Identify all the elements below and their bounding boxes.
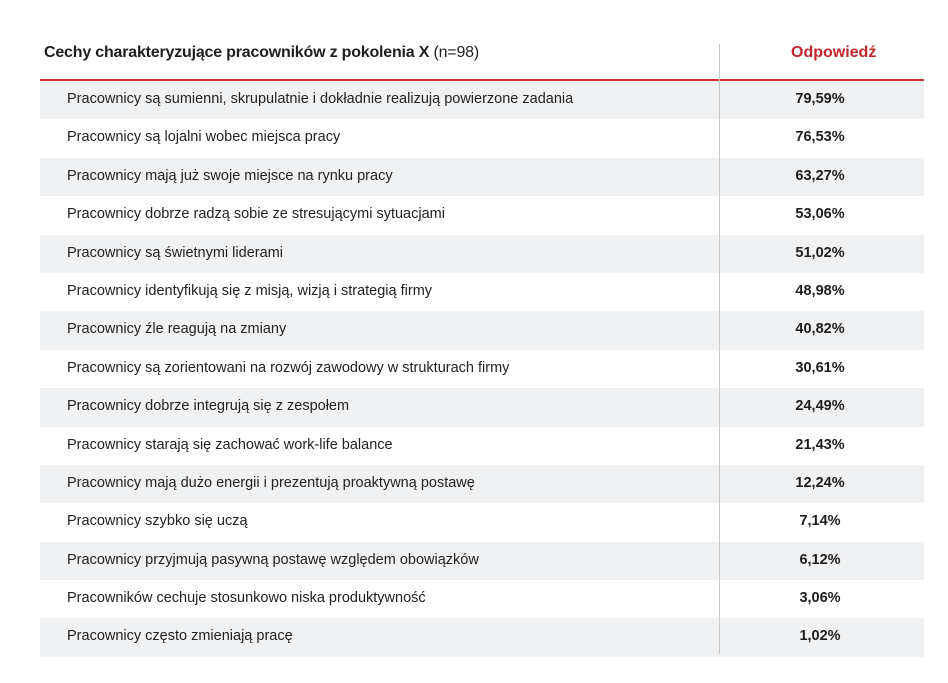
- row-value: 53,06%: [795, 206, 845, 223]
- row-label: Pracownicy szybko się uczą: [67, 513, 248, 530]
- row-value: 6,12%: [799, 551, 841, 568]
- row-label: Pracownicy źle reagują na zmiany: [67, 321, 287, 338]
- row-value: 21,43%: [795, 436, 845, 453]
- table-row: [40, 388, 924, 426]
- title-text: Cechy charakteryzujące pracowników z pokolenia X: [44, 44, 430, 61]
- row-value: 1,02%: [799, 628, 841, 645]
- row-value: 7,14%: [799, 513, 841, 530]
- table-row: [40, 119, 924, 157]
- row-value: 12,24%: [795, 474, 845, 491]
- row-label: Pracownicy dobrze radzą sobie ze stresującymi sytuacjami: [67, 206, 445, 223]
- row-value: 63,27%: [795, 167, 845, 184]
- row-value: 48,98%: [795, 282, 845, 299]
- results-table: [40, 40, 924, 657]
- row-value: 40,82%: [795, 321, 845, 338]
- row-label: Pracownicy mają dużo energii i prezentują proaktywną postawę: [67, 474, 475, 491]
- row-value: 24,49%: [795, 398, 845, 415]
- row-label: Pracowników cechuje stosunkowo niska produktywność: [67, 590, 426, 607]
- row-label: Pracownicy są zorientowani na rozwój zawodowy w strukturach firmy: [67, 359, 510, 376]
- row-label: Pracownicy są lojalni wobec miejsca pracy: [67, 129, 341, 146]
- table-row: [40, 235, 924, 273]
- row-value: 79,59%: [795, 91, 845, 107]
- row-value: 30,61%: [795, 359, 845, 376]
- table-row: [40, 311, 924, 349]
- row-label: Pracownicy często zmieniają pracę: [67, 628, 293, 645]
- row-label: Pracownicy są sumienni, skrupulatnie i dokładnie realizują powierzone zadania: [67, 91, 574, 107]
- table-row: [40, 81, 924, 119]
- table-title: [44, 44, 479, 62]
- row-label: Pracownicy przyjmują pasywną postawę względem obowiązków: [67, 551, 479, 568]
- column-divider: [719, 44, 720, 654]
- table-row: [40, 465, 924, 503]
- table-body: [40, 81, 924, 657]
- row-value: 3,06%: [799, 590, 841, 607]
- table-row: [40, 350, 924, 388]
- column-header-odpowiedz: Odpowiedź: [791, 44, 877, 61]
- table-row: [40, 503, 924, 541]
- sample-size-note: (n=98): [433, 44, 479, 61]
- row-label: Pracownicy są świetnymi liderami: [67, 244, 283, 261]
- row-label: Pracownicy starają się zachować work-life balance: [67, 436, 393, 453]
- row-label: Pracownicy dobrze integrują się z zespołem: [67, 398, 350, 415]
- row-value: 51,02%: [795, 244, 845, 261]
- row-value: 76,53%: [795, 129, 845, 146]
- row-label: Pracownicy identyfikują się z misją, wizją i strategią firmy: [67, 282, 433, 299]
- table-row: [40, 618, 924, 656]
- table-row: [40, 158, 924, 196]
- table-row: [40, 273, 924, 311]
- table-row: [40, 196, 924, 234]
- table-row: [40, 580, 924, 618]
- table-header: [40, 40, 924, 81]
- row-label: Pracownicy mają już swoje miejsce na rynku pracy: [67, 167, 393, 184]
- table-row: [40, 542, 924, 580]
- table-row: [40, 427, 924, 465]
